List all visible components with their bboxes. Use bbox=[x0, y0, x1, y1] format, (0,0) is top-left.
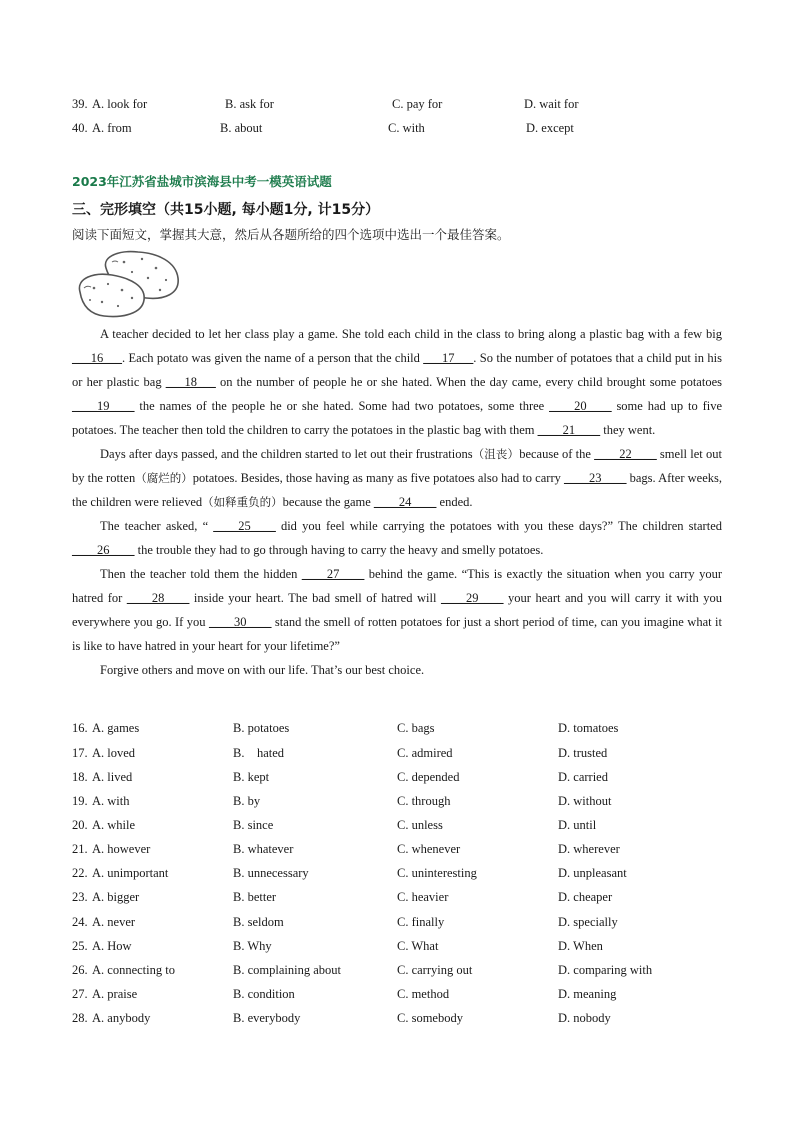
option-d: D. without bbox=[558, 794, 612, 808]
option-row-19 bbox=[72, 791, 722, 811]
passage-text: . So the number of potatoes that a child put in his or her plastic bag bbox=[72, 351, 722, 389]
option-row-39 bbox=[72, 94, 722, 114]
option-c: C. with bbox=[388, 121, 425, 135]
blank-29: ____29____ bbox=[441, 591, 504, 605]
option-b: B. potatoes bbox=[233, 721, 290, 735]
option-d: D. wherever bbox=[558, 842, 620, 856]
passage-text: on the number of people he or she hated. When the day came, every child brought some potatoes bbox=[215, 375, 722, 389]
blank-26: ____26____ bbox=[72, 543, 135, 557]
option-b: B. by bbox=[233, 794, 261, 808]
option-c: C. pay for bbox=[392, 97, 443, 111]
question-number: 16. bbox=[72, 721, 88, 735]
source-title: 2023年江苏省盐城市滨海县中考一模英语试题 bbox=[72, 174, 332, 189]
question-number: 26. bbox=[72, 963, 88, 977]
option-b: B. about bbox=[220, 121, 263, 135]
option-d: D. wait for bbox=[524, 97, 579, 111]
option-b: B. since bbox=[233, 818, 274, 832]
option-a: A. loved bbox=[92, 746, 136, 760]
option-a: A. with bbox=[92, 794, 130, 808]
potatoes-illustration bbox=[72, 248, 184, 322]
option-row-28 bbox=[72, 1008, 722, 1028]
question-number: 19. bbox=[72, 794, 88, 808]
option-a: A. however bbox=[92, 842, 151, 856]
option-a: A. lived bbox=[92, 770, 133, 784]
option-d: D. nobody bbox=[558, 1011, 611, 1025]
option-d: D. unpleasant bbox=[558, 866, 627, 880]
option-row-22 bbox=[72, 863, 722, 883]
passage-text: the trouble they had to go through having to carry the heavy and smelly potatoes. bbox=[134, 543, 544, 557]
question-number: 27. bbox=[72, 987, 88, 1001]
blank-27: ____27____ bbox=[301, 567, 365, 581]
question-number: 18. bbox=[72, 770, 88, 784]
passage-text: bags. After weeks, the children were relieved bbox=[72, 471, 722, 509]
question-number: 25. bbox=[72, 939, 88, 953]
question-number: 20. bbox=[72, 818, 88, 832]
option-a: A. bigger bbox=[92, 890, 140, 904]
option-a: A. never bbox=[92, 915, 136, 929]
option-c: C. admired bbox=[397, 746, 453, 760]
option-b: B. better bbox=[233, 890, 277, 904]
paragraph-4 bbox=[72, 562, 722, 658]
blank-30: ____30____ bbox=[208, 615, 272, 629]
option-d: D. meaning bbox=[558, 987, 617, 1001]
option-a: A. unimportant bbox=[92, 866, 169, 880]
option-c: C. whenever bbox=[397, 842, 461, 856]
option-row-16 bbox=[72, 718, 722, 738]
option-row-23 bbox=[72, 887, 722, 907]
passage-text: ended. bbox=[436, 495, 473, 509]
option-c: C. finally bbox=[397, 915, 445, 929]
option-c: C. heavier bbox=[397, 890, 449, 904]
option-d: D. until bbox=[558, 818, 597, 832]
question-number: 23. bbox=[72, 890, 88, 904]
option-row-40 bbox=[72, 118, 722, 138]
option-b: B. seldom bbox=[233, 915, 284, 929]
passage-text: The teacher asked, “ bbox=[100, 519, 214, 533]
option-b: B. kept bbox=[233, 770, 270, 784]
blank-17: ___17___ bbox=[423, 351, 474, 365]
option-a: A. look for bbox=[92, 97, 148, 111]
option-d: D. trusted bbox=[558, 746, 608, 760]
option-row-24 bbox=[72, 912, 722, 932]
blank-20: ____20____ bbox=[549, 399, 612, 413]
passage-text: smell let out by the rotten bbox=[72, 447, 722, 485]
question-number: 40. bbox=[72, 121, 88, 135]
question-number: 28. bbox=[72, 1011, 88, 1025]
option-c: C. method bbox=[397, 987, 450, 1001]
option-a: A. while bbox=[92, 818, 136, 832]
passage-text: inside your heart. The bad smell of hatred will bbox=[189, 591, 441, 605]
passage-text: potatoes. Besides, those having as many as five potatoes also had to carry bbox=[192, 471, 564, 485]
paragraph-2 bbox=[72, 442, 722, 514]
question-number: 22. bbox=[72, 866, 88, 880]
option-c: C. bags bbox=[397, 721, 435, 735]
option-row-27 bbox=[72, 984, 722, 1004]
passage-text: because the game bbox=[282, 495, 374, 509]
gloss-text: （如释重负的） bbox=[202, 495, 283, 509]
question-number: 21. bbox=[72, 842, 88, 856]
option-d: D. specially bbox=[558, 915, 618, 929]
option-row-21 bbox=[72, 839, 722, 859]
passage-text: because of the bbox=[519, 447, 595, 461]
option-b: B. hated bbox=[233, 746, 285, 760]
option-c: C. depended bbox=[397, 770, 460, 784]
option-b: B. ask for bbox=[225, 97, 274, 111]
option-row-17 bbox=[72, 743, 722, 763]
blank-22: ____22____ bbox=[594, 447, 657, 461]
option-d: D. cheaper bbox=[558, 890, 613, 904]
option-a: A. How bbox=[92, 939, 132, 953]
option-b: B. Why bbox=[233, 939, 272, 953]
option-c: C. through bbox=[397, 794, 451, 808]
option-a: A. from bbox=[92, 121, 132, 135]
gloss-text: （沮丧） bbox=[472, 447, 520, 461]
option-a: A. connecting to bbox=[92, 963, 175, 977]
paragraph-3 bbox=[72, 514, 722, 562]
passage-text: A teacher decided to let her class play a game. She told each child in the class to bring along a plastic bag with a few big bbox=[100, 327, 722, 341]
question-number: 24. bbox=[72, 915, 88, 929]
option-c: C. somebody bbox=[397, 1011, 463, 1025]
option-d: D. except bbox=[526, 121, 574, 135]
option-a: A. anybody bbox=[92, 1011, 151, 1025]
passage-text: Then the teacher told them the hidden bbox=[100, 567, 302, 581]
paragraph-5: Forgive others and move on with our life. That’s our best choice. bbox=[100, 663, 425, 677]
option-c: C. unless bbox=[397, 818, 443, 832]
option-d: D. When bbox=[558, 939, 603, 953]
option-a: A. games bbox=[92, 721, 140, 735]
passage-text: . Each potato was given the name of a person that the child bbox=[122, 351, 424, 365]
passage-text: did you feel while carrying the potatoes with you these days?” The children started bbox=[275, 519, 722, 533]
option-a: A. praise bbox=[92, 987, 138, 1001]
option-d: D. tomatoes bbox=[558, 721, 619, 735]
option-row-26 bbox=[72, 960, 722, 980]
option-b: B. complaining about bbox=[233, 963, 341, 977]
blank-18: ___18___ bbox=[165, 375, 216, 389]
blank-19: ____19____ bbox=[72, 399, 135, 413]
gloss-text: （腐烂的） bbox=[135, 471, 193, 485]
passage-text: behind the game. “This is exactly the situation when you carry your hatred for bbox=[72, 567, 722, 605]
passage-text: the names of the people he or she hated. Some had two potatoes, some three bbox=[134, 399, 550, 413]
cloze-passage bbox=[72, 322, 722, 682]
option-d: D. comparing with bbox=[558, 963, 653, 977]
blank-24: ____24____ bbox=[373, 495, 437, 509]
passage-text: stand the smell of rotten potatoes for just a short period of time, can you imagine what it is like to have hatred in your heart for your lifetime?” bbox=[72, 615, 722, 653]
option-c: C. uninteresting bbox=[397, 866, 477, 880]
instruction-text: 阅读下面短文，掌握其大意，然后从各题所给的四个选项中选出一个最佳答案。 bbox=[72, 227, 510, 242]
blank-25: ____25____ bbox=[213, 519, 276, 533]
option-c: C. What bbox=[397, 939, 439, 953]
blank-23: ____23____ bbox=[564, 471, 627, 485]
passage-text: Days after days passed, and the children started to let out their frustrations bbox=[100, 447, 473, 461]
option-row-20 bbox=[72, 815, 722, 835]
blank-21: ____21____ bbox=[537, 423, 601, 437]
option-b: B. condition bbox=[233, 987, 295, 1001]
passage-text: some had up to five potatoes. The teacher then told the children to carry the potatoes in the plastic bag with them bbox=[72, 399, 723, 437]
option-d: D. carried bbox=[558, 770, 608, 784]
question-number: 39. bbox=[72, 97, 88, 111]
option-b: B. whatever bbox=[233, 842, 294, 856]
option-b: B. unnecessary bbox=[233, 866, 309, 880]
option-row-18 bbox=[72, 767, 722, 787]
passage-text: they went. bbox=[600, 423, 656, 437]
passage-text: your heart and you will carry it with you everywhere you go. If you bbox=[72, 591, 723, 629]
question-number: 17. bbox=[72, 746, 88, 760]
blank-16: ___16___ bbox=[72, 351, 122, 365]
option-c: C. carrying out bbox=[397, 963, 473, 977]
paragraph-1 bbox=[72, 322, 722, 442]
blank-28: ____28____ bbox=[126, 591, 190, 605]
option-row-25 bbox=[72, 936, 722, 956]
option-b: B. everybody bbox=[233, 1011, 301, 1025]
section-heading: 三、完形填空（共15小题, 每小题1分, 计15分） bbox=[72, 202, 380, 218]
